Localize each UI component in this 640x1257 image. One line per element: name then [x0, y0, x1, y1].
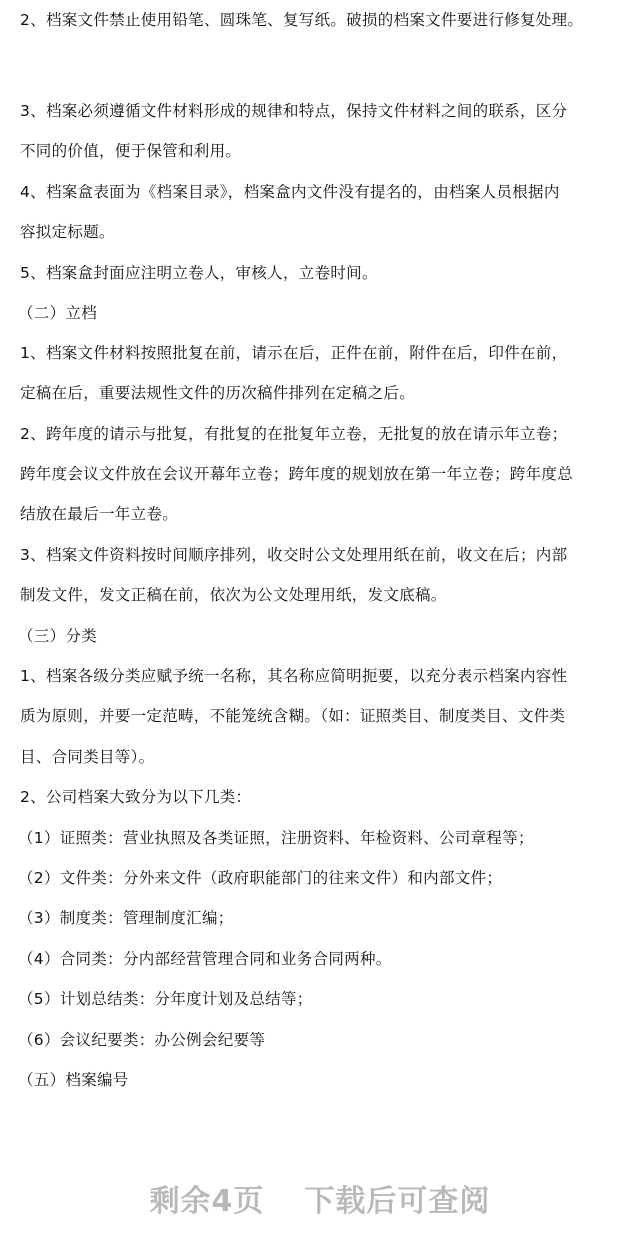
paragraph-line: 4、档案盒表面为《档案目录》，档案盒内文件没有提名的，由档案人员根据内	[20, 183, 560, 201]
section-heading: （三）分类	[18, 627, 98, 645]
list-item: （5）计划总结类：分年度计划及总结等；	[18, 990, 313, 1008]
paragraph-line: 制发文件，发文正稿在前，依次为公文处理用纸，发文底稿。	[20, 586, 447, 604]
paragraph-line: 3、档案文件资料按时间顺序排列，收交时公文处理用纸在前，收文在后；内部	[20, 546, 568, 564]
list-item: （4）合同类：分内部经营管理合同和业务合同两种。	[18, 950, 392, 968]
paragraph-line: 2、档案文件禁止使用铅笔、圆珠笔、复写纸。破损的档案文件要进行修复处理。	[20, 11, 584, 29]
section-heading: （二）立档	[18, 304, 98, 322]
paragraph-line: 不同的价值，便于保管和利用。	[20, 142, 242, 160]
paragraph-line: 结放在最后一年立卷。	[20, 505, 179, 523]
list-item: （1）证照类：营业执照及各类证照，注册资料、年检资料、公司章程等；	[18, 829, 534, 847]
paragraph-line: 定稿在后，重要法规性文件的历次稿件排列在定稿之后。	[20, 384, 416, 402]
paragraph-line: 2、公司档案大致分为以下几类：	[20, 788, 252, 806]
download-prompt	[0, 1176, 640, 1220]
paragraph-line: 1、档案各级分类应赋予统一名称，其名称应简明扼要，以充分表示档案内容性	[20, 667, 568, 685]
section-heading: （五）档案编号	[18, 1071, 129, 1089]
paragraph-line: 容拟定标题。	[20, 223, 115, 241]
download-to-view-label: 下载后可查阅	[304, 1184, 491, 1219]
list-item: （6）会议纪要类：办公例会纪要等	[18, 1031, 266, 1049]
paragraph-line: 5、档案盒封面应注明立卷人，审核人，立卷时间。	[20, 264, 378, 282]
paragraph-line: 3、档案必须遵循文件材料形成的规律和特点，保持文件材料之间的联系，区分	[20, 102, 568, 120]
paragraph-line: 目、合同类目等）。	[20, 748, 155, 766]
paragraph-line: 2、跨年度的请示与批复，有批复的在批复年立卷，无批复的放在请示年立卷；	[20, 425, 568, 443]
remaining-pages-label: 剩余4页	[149, 1184, 265, 1219]
list-item: （2）文件类：分外来文件（政府职能部门的往来文件）和内部文件；	[18, 869, 503, 887]
paragraph-line: 1、档案文件材料按照批复在前，请示在后，正件在前，附件在后，印件在前，	[20, 344, 568, 362]
paragraph-line: 跨年度会议文件放在会议开幕年立卷；跨年度的规划放在第一年立卷；跨年度总	[20, 465, 574, 483]
list-item: （3）制度类：管理制度汇编；	[18, 909, 234, 927]
paragraph-line: 质为原则，并要一定范畴，不能笼统含糊。（如：证照类目、制度类目、文件类	[20, 707, 566, 725]
